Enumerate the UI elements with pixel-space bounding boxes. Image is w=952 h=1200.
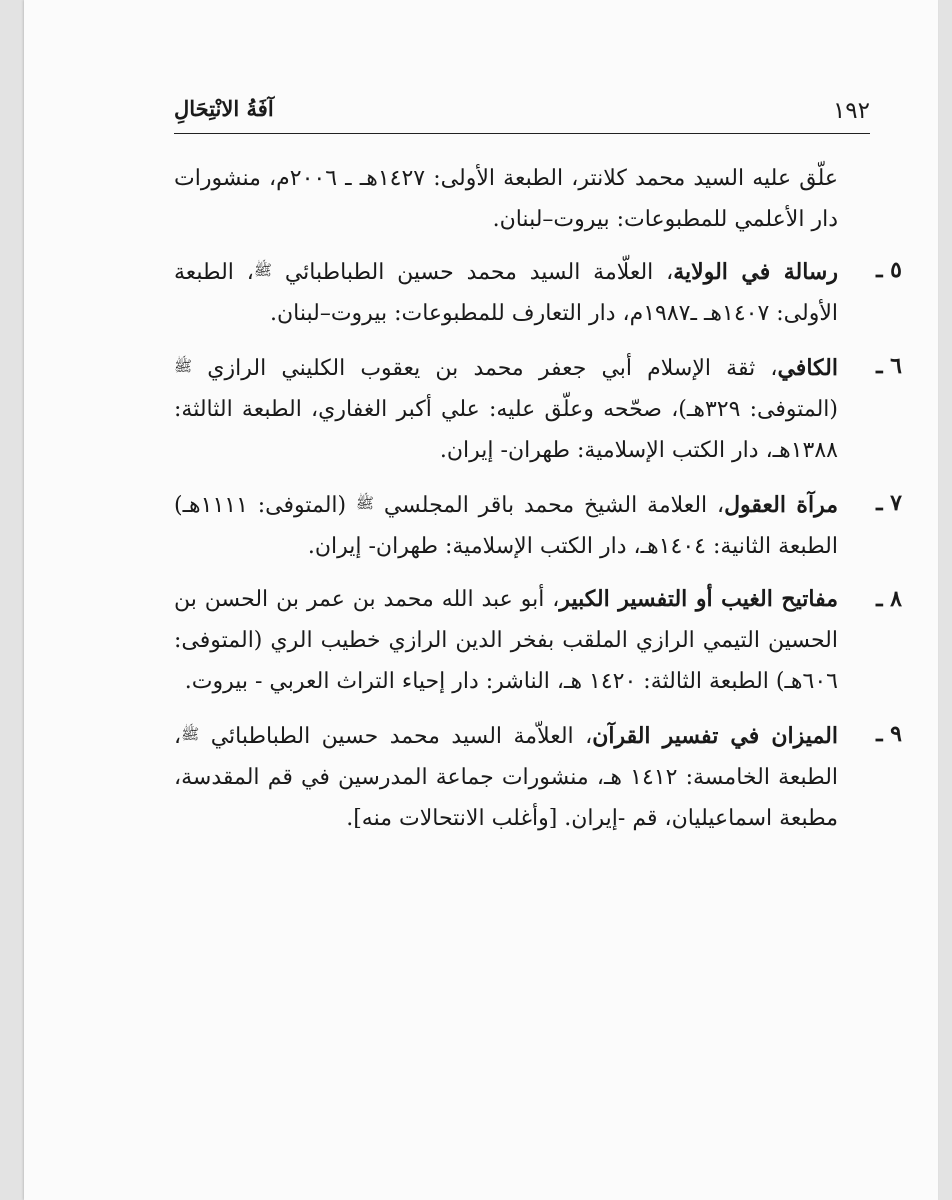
entry-title: الميزان في تفسير القرآن [592, 723, 838, 749]
entry-number: ٨ ـ [876, 586, 902, 612]
entry-text: ، العلاّمة السيد محمد حسين الطباطبائي [210, 724, 593, 749]
entry-title: رسالة في الولاية [673, 259, 838, 285]
entry-text: ، العلامة الشيخ محمد باقر المجلسي [383, 493, 725, 518]
entry-number: ٥ ـ [876, 257, 902, 283]
entry-text-rest: ، الطبعة الخامسة: ١٤١٢ هـ، منشورات جماعة المدرسين في قم المقدسة، مطبعة اسماعيليان، قم -إيران. [وأغلب الانتحالات منه]. [174, 724, 839, 831]
header-rule [174, 133, 870, 134]
bibliography-entry-8 [174, 579, 902, 702]
entry-title: الكافي [777, 355, 838, 381]
entry-number: ٧ ـ [876, 490, 902, 516]
honorific-symbol: ﷺ [174, 357, 193, 375]
entry-text: ، ثقة الإسلام أبي جعفر محمد بن يعقوب الكليني الرازي [207, 356, 778, 381]
running-title: آفَةُ الانْتِحَالِ [174, 96, 274, 121]
continuation-paragraph: علّق عليه السيد محمد كلانتر، الطبعة الأولى: ١٤٢٧هـ ـ ٢٠٠٦م، منشورات دار الأعلمي للمطبوعات: بيروت–لبنان. [174, 166, 838, 232]
entry-title: مفاتيح الغيب أو التفسير الكبير [559, 586, 838, 612]
page-header [174, 96, 870, 132]
entry-text: ، أبو عبد الله محمد بن عمر بن الحسن بن الحسين التيمي الرازي الملقب بفخر الدين الرازي خطيب الري (المتوفى: ٦٠٦هـ) الطبعة الثالثة: ١٤٢٠ هـ، الناشر: دار إحياء التراث العربي - بيروت. [174, 587, 838, 694]
bibliography-entry-9 [174, 714, 902, 839]
entry-title: مرآة العقول [724, 492, 838, 518]
entry-text-rest: (المتوفى: ١١١١هـ) الطبعة الثانية: ١٤٠٤هـ، دار الكتب الإسلامية: طهران- إيران. [174, 493, 838, 559]
bibliography-entry-5 [174, 250, 902, 334]
bibliography-entry-7 [174, 483, 902, 567]
honorific-symbol: ﷺ [181, 725, 200, 743]
entry-text: ، العلّامة السيد محمد حسين الطباطبائي [284, 260, 674, 285]
book-page [24, 0, 938, 1200]
bibliography-list [174, 158, 902, 851]
honorific-symbol: ﷺ [355, 494, 375, 512]
honorific-symbol: ﷺ [253, 261, 272, 279]
bibliography-entry-6 [174, 346, 902, 471]
entry-number: ٩ ـ [876, 721, 902, 747]
entry-number: ٦ ـ [876, 353, 902, 379]
entry-text-rest: (المتوفى: ٣٢٩هـ)، صحّحه وعلّق عليه: علي أكبر الغفاري، الطبعة الثالثة: ١٣٨٨هـ، دار الكتب الإسلامية: طهران- إيران. [174, 397, 838, 463]
entry-text-rest: ، الطبعة الأولى: ١٤٠٧هـ ـ١٩٨٧م، دار التعارف للمطبوعات: بيروت–لبنان. [174, 260, 838, 326]
page-number: ١٩٢ [832, 98, 870, 124]
